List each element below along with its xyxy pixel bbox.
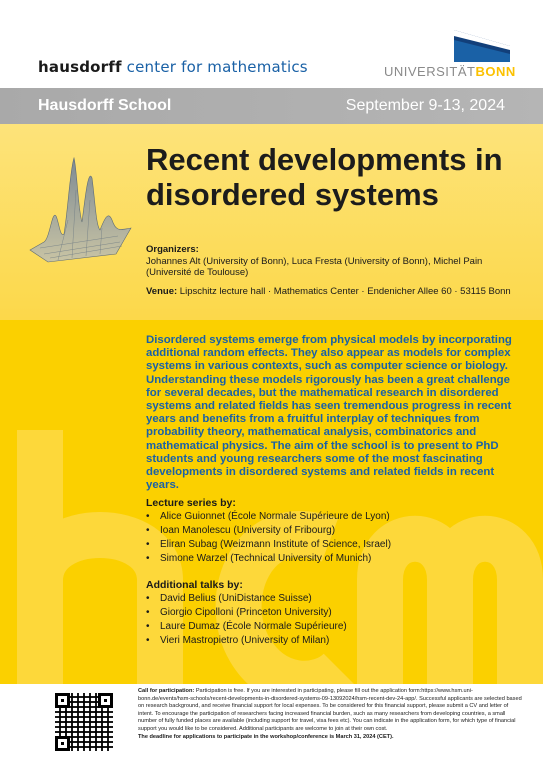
- call-label: Call for participation:: [138, 688, 195, 694]
- uni-prefix: UNIVERSITÄT: [384, 64, 476, 79]
- header: [0, 0, 543, 88]
- hcm-logo: [38, 58, 308, 76]
- qr-finder-icon: [98, 693, 113, 708]
- list-item: • Ioan Manolescu (University of Fribourg): [146, 524, 391, 538]
- uni-suffix: BONN: [475, 64, 516, 79]
- lecture-series-label: Lecture series by:: [146, 497, 236, 509]
- university-bonn-logo-icon: [454, 30, 510, 62]
- list-item: • Alice Guionnet (École Normale Supérieure de Lyon): [146, 510, 391, 524]
- qr-finder-icon: [55, 693, 70, 708]
- hcm-logo-center: center for mathematics: [126, 58, 308, 76]
- organizers-list: Johannes Alt (University of Bonn), Luca Fresta (University of Bonn), Michel Pain (Université de Toulouse): [146, 256, 483, 278]
- title-line-2: disordered systems: [146, 177, 439, 212]
- list-item: • Vieri Mastropietro (University of Milan): [146, 634, 347, 648]
- list-item: • Giorgio Cipolloni (Princeton University): [146, 606, 347, 620]
- university-bonn-wordmark: [384, 64, 516, 79]
- venue-label: Venue:: [146, 286, 178, 297]
- organizers-label: Organizers:: [146, 244, 199, 255]
- list-item: • Simone Warzel (Technical University of Munich): [146, 552, 391, 566]
- list-item: • Laure Dumaz (École Normale Supérieure): [146, 620, 347, 634]
- venue-text: Lipschitz lecture hall · Mathematics Center · Endenicher Allee 60 · 53115 Bonn: [179, 286, 511, 297]
- title-line-1: Recent developments in: [146, 142, 503, 177]
- abstract: Disordered systems emerge from physical models by incorporating additional random effects. They also appear as models for complex systems in various contexts, such as computer science or biology. Understanding these models rigorously has been a great challenge for several decades, but the mathematical research in disordered systems and related fields has seen tremendous progress in recent years and benefits from a fruitful interplay of techniques from probability theory, mathematical analysis, combinatorics and mathematical physics. The aim of the school is to present to PhD students and young researchers some of the most fascinating developments in disordered systems and related fields in recent years.: [146, 334, 512, 492]
- additional-talks-label: Additional talks by:: [146, 579, 243, 591]
- call-for-participation: [138, 688, 523, 741]
- qr-code-icon[interactable]: [55, 693, 113, 751]
- list-item: • Eliran Subag (Weizmann Institute of Science, Israel): [146, 538, 391, 552]
- additional-talks-list: [146, 592, 347, 648]
- hcm-logo-hausdorff: hausdorff: [38, 58, 122, 76]
- venue: [146, 286, 526, 297]
- lecture-series-list: [146, 510, 391, 566]
- application-deadline: The deadline for applications to participate in the workshop/conference is March 31, 2024 (CET).: [138, 733, 394, 740]
- random-surface-illustration: [28, 150, 133, 265]
- call-text: Participation is free. If you are interested in participating, please fill out the application form:https://www.hsm.uni-bonn.de/events/hsm-schools/recent-developments-in-disordered-systems-09-13092024/hsm-recent-dev-24-app/. Successful applicants are selected based on research background, and receive financial support for local expenses. To be considered for this financial support, please submit a CV and letter of intent. To encourage the participation of researchers facing increased financial burden, such as many researchers from developing countries, a small number of fully funded places are available (including support for travel, visa fees etc). You can indicate in the application form, for which type of financial support you would like to be considered. Additional participants are welcome to join at their own cost.: [138, 688, 522, 732]
- school-name: Hausdorff School: [38, 97, 172, 114]
- list-item: • David Belius (UniDistance Suisse): [146, 592, 347, 606]
- event-dates: September 9-13, 2024: [345, 97, 505, 114]
- qr-finder-icon: [55, 736, 70, 751]
- page-title: [146, 142, 526, 212]
